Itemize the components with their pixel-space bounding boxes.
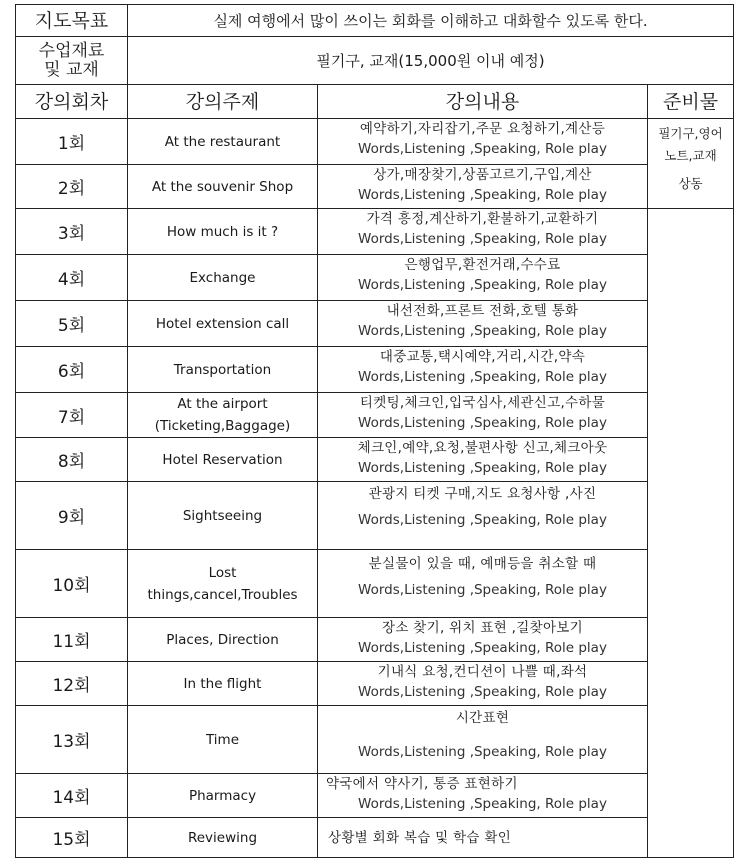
session-content — [318, 550, 648, 618]
table-row — [16, 662, 734, 706]
content-korean: 관광지 티켓 구매,지도 요청사항 ,사진 — [368, 486, 597, 502]
session-number: 9회 — [16, 482, 128, 550]
session-content — [318, 255, 648, 301]
session-number: 13회 — [16, 706, 128, 774]
table-row — [16, 774, 734, 818]
session-content — [318, 774, 648, 818]
content-korean: 상황별 회화 복습 및 학습 확인 — [318, 818, 648, 858]
session-number: 5회 — [16, 301, 128, 347]
session-content — [318, 301, 648, 347]
goal-text: 실제 여행에서 많이 쓰이는 회화를 이해하고 대화할수 있도록 한다. — [128, 5, 734, 37]
session-number: 7회 — [16, 393, 128, 438]
session-topic: Time — [128, 706, 318, 774]
materials-row — [16, 37, 734, 85]
session-number: 14회 — [16, 774, 128, 818]
session-content — [318, 119, 648, 165]
content-korean: 상가,매장찾기,상품고르기,구입,계산 — [373, 167, 592, 183]
session-content — [318, 482, 648, 550]
session-topic: In the flight — [128, 662, 318, 706]
content-korean: 은행업무,환전거래,수수료 — [404, 257, 561, 273]
session-topic: Exchange — [128, 255, 318, 301]
content-english: Words,Listening ,Speaking, Role play — [358, 512, 607, 528]
lesson-plan-table — [15, 4, 734, 858]
prep-empty-cell — [648, 209, 734, 858]
content-korean: 기내식 요청,컨디션이 나쁠 때,좌석 — [377, 664, 588, 680]
content-english: Words,Listening ,Speaking, Role play — [358, 684, 607, 700]
content-korean: 가격 흥정,계산하기,환불하기,교환하기 — [366, 211, 599, 227]
content-korean: 예약하기,자리잡기,주문 요청하기,계산등 — [359, 121, 606, 137]
session-topic: How much is it ? — [128, 209, 318, 255]
session-number: 8회 — [16, 438, 128, 482]
session-number: 15회 — [16, 818, 128, 858]
session-content — [318, 165, 648, 209]
column-header-row — [16, 85, 734, 119]
content-korean: 분실물이 있을 때, 예매등을 취소할 때 — [368, 556, 597, 572]
content-english: Words,Listening ,Speaking, Role play — [358, 277, 607, 293]
table-row — [16, 550, 734, 618]
table-row — [16, 119, 734, 165]
session-content — [318, 662, 648, 706]
materials-label — [16, 37, 128, 85]
table-row — [16, 301, 734, 347]
session-content — [318, 209, 648, 255]
column-header-topic: 강의주제 — [128, 85, 318, 119]
table-row — [16, 438, 734, 482]
session-topic-line-1: At the airport — [177, 396, 268, 412]
content-korean: 내선전화,프론트 전화,호텔 통화 — [386, 303, 579, 319]
goal-label: 지도목표 — [16, 5, 128, 37]
content-english: Words,Listening ,Speaking, Role play — [358, 187, 607, 203]
session-topic: Places, Direction — [128, 618, 318, 662]
session-content — [318, 618, 648, 662]
column-header-session: 강의회차 — [16, 85, 128, 119]
content-english: Words,Listening ,Speaking, Role play — [358, 323, 607, 339]
session-number: 6회 — [16, 347, 128, 393]
session-content — [318, 706, 648, 774]
content-english: Words,Listening ,Speaking, Role play — [358, 640, 607, 656]
session-topic: Transportation — [128, 347, 318, 393]
content-korean: 약국에서 약사기, 통증 표현하기 — [326, 776, 518, 792]
prep-cell — [648, 119, 734, 209]
content-english: Words,Listening ,Speaking, Role play — [358, 582, 607, 598]
session-topic — [128, 550, 318, 618]
table-row — [16, 706, 734, 774]
table-row — [16, 618, 734, 662]
prep-line-1: 필기구,영어 — [658, 126, 723, 141]
session-topic: Sightseeing — [128, 482, 318, 550]
prep-line-2: 노트,교재 — [664, 148, 717, 163]
session-number: 2회 — [16, 165, 128, 209]
goal-row — [16, 5, 734, 37]
session-topic: Pharmacy — [128, 774, 318, 818]
session-number: 3회 — [16, 209, 128, 255]
column-header-content: 강의내용 — [318, 85, 648, 119]
table-row — [16, 255, 734, 301]
content-korean: 시간표현 — [455, 710, 510, 726]
content-english: Words,Listening ,Speaking, Role play — [358, 415, 607, 431]
column-header-prep: 준비물 — [648, 85, 734, 119]
table-row — [16, 165, 734, 209]
session-topic — [128, 393, 318, 438]
content-english: Words,Listening ,Speaking, Role play — [358, 141, 607, 157]
table-row — [16, 393, 734, 438]
content-korean: 대중교통,택시예약,거리,시간,약속 — [379, 349, 586, 365]
session-number: 11회 — [16, 618, 128, 662]
prep-line-3: 상동 — [678, 176, 703, 191]
session-content — [318, 393, 648, 438]
content-korean: 체크인,예약,요청,불편사항 신고,체크아웃 — [357, 440, 608, 456]
session-topic: Hotel Reservation — [128, 438, 318, 482]
table-row — [16, 347, 734, 393]
session-number: 10회 — [16, 550, 128, 618]
materials-label-line-2: 및 교재 — [44, 59, 99, 80]
session-topic-line-2: (Ticketing,Baggage) — [154, 418, 291, 434]
content-korean: 장소 찾기, 위치 표현 ,길찾아보기 — [382, 620, 583, 636]
session-topic: At the souvenir Shop — [128, 165, 318, 209]
table-row — [16, 818, 734, 858]
session-topic: Hotel extension call — [128, 301, 318, 347]
session-number: 1회 — [16, 119, 128, 165]
content-english: Words,Listening ,Speaking, Role play — [358, 460, 607, 476]
session-topic: Reviewing — [128, 818, 318, 858]
session-topic-line-1: Lost — [208, 564, 237, 581]
session-topic-line-2: things,cancel,Troubles — [147, 586, 298, 603]
session-number: 12회 — [16, 662, 128, 706]
materials-label-line-1: 수업재료 — [38, 40, 105, 61]
content-english: Words,Listening ,Speaking, Role play — [358, 796, 607, 812]
session-content — [318, 347, 648, 393]
content-english: Words,Listening ,Speaking, Role play — [358, 744, 607, 760]
session-content — [318, 438, 648, 482]
content-korean: 티켓팅,체크인,입국심사,세관신고,수하물 — [359, 395, 606, 411]
content-english: Words,Listening ,Speaking, Role play — [358, 231, 607, 247]
session-topic: At the restaurant — [128, 119, 318, 165]
content-english: Words,Listening ,Speaking, Role play — [358, 369, 607, 385]
session-number: 4회 — [16, 255, 128, 301]
table-row — [16, 482, 734, 550]
table-row — [16, 209, 734, 255]
materials-text: 필기구, 교재(15,000원 이내 예정) — [128, 37, 734, 85]
